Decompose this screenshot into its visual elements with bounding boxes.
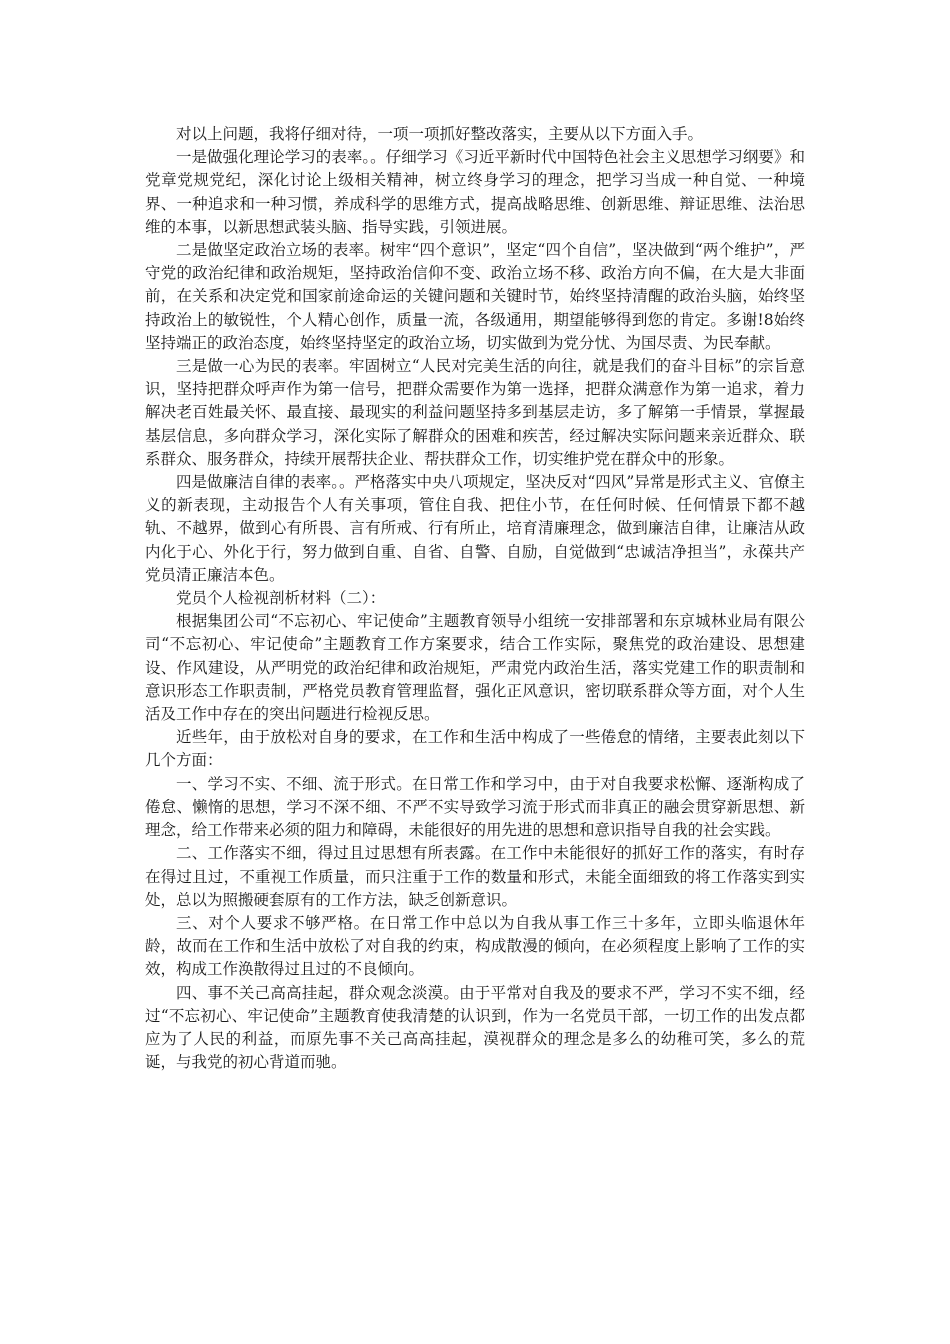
paragraph-issue-2: 二、工作落实不细，得过且过思想有所表露。在工作中未能很好的抓好工作的落实，有时存在得过且过，不重视工作质量，而只注重于工作的数量和形式，未能全面细致的将工作落实到实处，总以为照搬硬套原有的工作方法，缺乏创新意识。 bbox=[145, 844, 805, 909]
paragraph-overview: 近些年，由于放松对自身的要求，在工作和生活中构成了一些倦怠的情绪，主要表此刻以下几个方面： bbox=[145, 728, 805, 770]
section-heading: 党员个人检视剖析材料（二）： bbox=[176, 589, 386, 608]
paragraph-issue-4: 四、事不关己高高挂起，群众观念淡漠。由于平常对自我及的要求不严，学习不实不细，经过“不忘初心、牢记使命”主题教育使我清楚的认识到，作为一名党员干部，一切工作的出发点都应为了人民的利益，而原先事不关己高高挂起，漠视群众的理念是多么的幼稚可笑，多么的荒诞，与我党的初心背道而驰。 bbox=[145, 983, 805, 1072]
paragraph-issue-3: 三、对个人要求不够严格。在日常工作中总以为自我从事工作三十多年，立即头临退休年龄，故而在工作和生活中放松了对自我的约束，构成散漫的倾向，在必须程度上影响了工作的实效，构成工作涣散得过且过的不良倾向。 bbox=[145, 913, 805, 979]
paragraph-theory-study: 一是做强化理论学习的表率。。仔细学习《习近平新时代中国特色社会主义思想学习纲要》和党章党规党纪，深化讨论上级相关精神，树立终身学习的理念，把学习当成一种自觉、一种境界、一种追求和一种习惯，养成科学的思维方式，提高战略思维、创新思维、辩证思维、法治思维的本事，以新思想武装头脑、指导实践，引领进展。 bbox=[145, 148, 805, 236]
paragraph-political-stance: 二是做坚定政治立场的表率。树牢“四个意识”，坚定“四个自信”，坚决做到“两个维护”，严守党的政治纪律和政治规矩，坚持政治信仰不变、政治立场不移、政治方向不偏，在大是大非面前，在关系和决定党和国家前途命运的关键问题和关键时节，始终坚持清醒的政治头脑，始终坚持政治上的敏锐性，个人精心创作，质量一流，各级通用，期望能够得到您的肯定。多谢!8始终坚持端正的政治态度，始终坚持坚定的政治立场，切实做到为党分忧、为国尽责、为民奉献。 bbox=[145, 241, 805, 352]
paragraph-serve-people: 三是做一心为民的表率。牢固树立“人民对完美生活的向往，就是我们的奋斗目标”的宗旨意识，坚持把群众呼声作为第一信号，把群众需要作为第一选择，把群众满意作为第一追求，着力解决老百姓最关怀、最直接、最现实的利益问题坚持多到基层走访，多了解第一手情景，掌握最基层信息，多向群众学习，深化实际了解群众的困难和疾苦，经过解决实际问题来亲近群众、联系群众、服务群众，持续开展帮扶企业、帮扶群众工作，切实维护党在群众中的形象。 bbox=[145, 357, 805, 468]
document-body bbox=[145, 123, 805, 1074]
paragraph-intro: 对以上问题，我将仔细对待，一项一项抓好整改落实，主要从以下方面入手。 bbox=[176, 125, 704, 143]
paragraph-integrity: 四是做廉洁自律的表率。。严格落实中央八项规定，坚决反对“四风”异常是形式主义、官僚主义的新表现，主动报告个人有关事项，管住自我、把住小节，在任何时候、任何情景下都不越轨、不越界，做到心有所畏、言有所戒、行有所止，培育清廉理念，做到廉洁自律，让廉洁从政内化于心、外化于行，努力做到自重、自省、自警、自励，自觉做到“忠诚洁净担当”，永葆共产党员清正廉洁本色。 bbox=[145, 473, 805, 584]
paragraph-background: 根据集团公司“不忘初心、牢记使命”主题教育领导小组统一安排部署和东京城林业局有限公司“不忘初心、牢记使命”主题教育工作方案要求，结合工作实际，聚焦党的政治建设、思想建设、作风建设，从严明党的政治纪律和政治规矩，严肃党内政治生活，落实党建工作的职责制和意识形态工作职责制，严格党员教育管理监督，强化正风意识，密切联系群众等方面，对个人生活及工作中存在的突出问题进行检视反思。 bbox=[145, 612, 805, 724]
paragraph-issue-1: 一、学习不实、不细、流于形式。在日常工作和学习中，由于对自我要求松懈、逐渐构成了倦怠、懒惰的思想，学习不深不细、不严不实导致学习流于形式而非真正的融会贯穿新思想、新理念，给工作带来必须的阻力和障碍，未能很好的用先进的思想和意识指导自我的社会实践。 bbox=[145, 774, 805, 840]
